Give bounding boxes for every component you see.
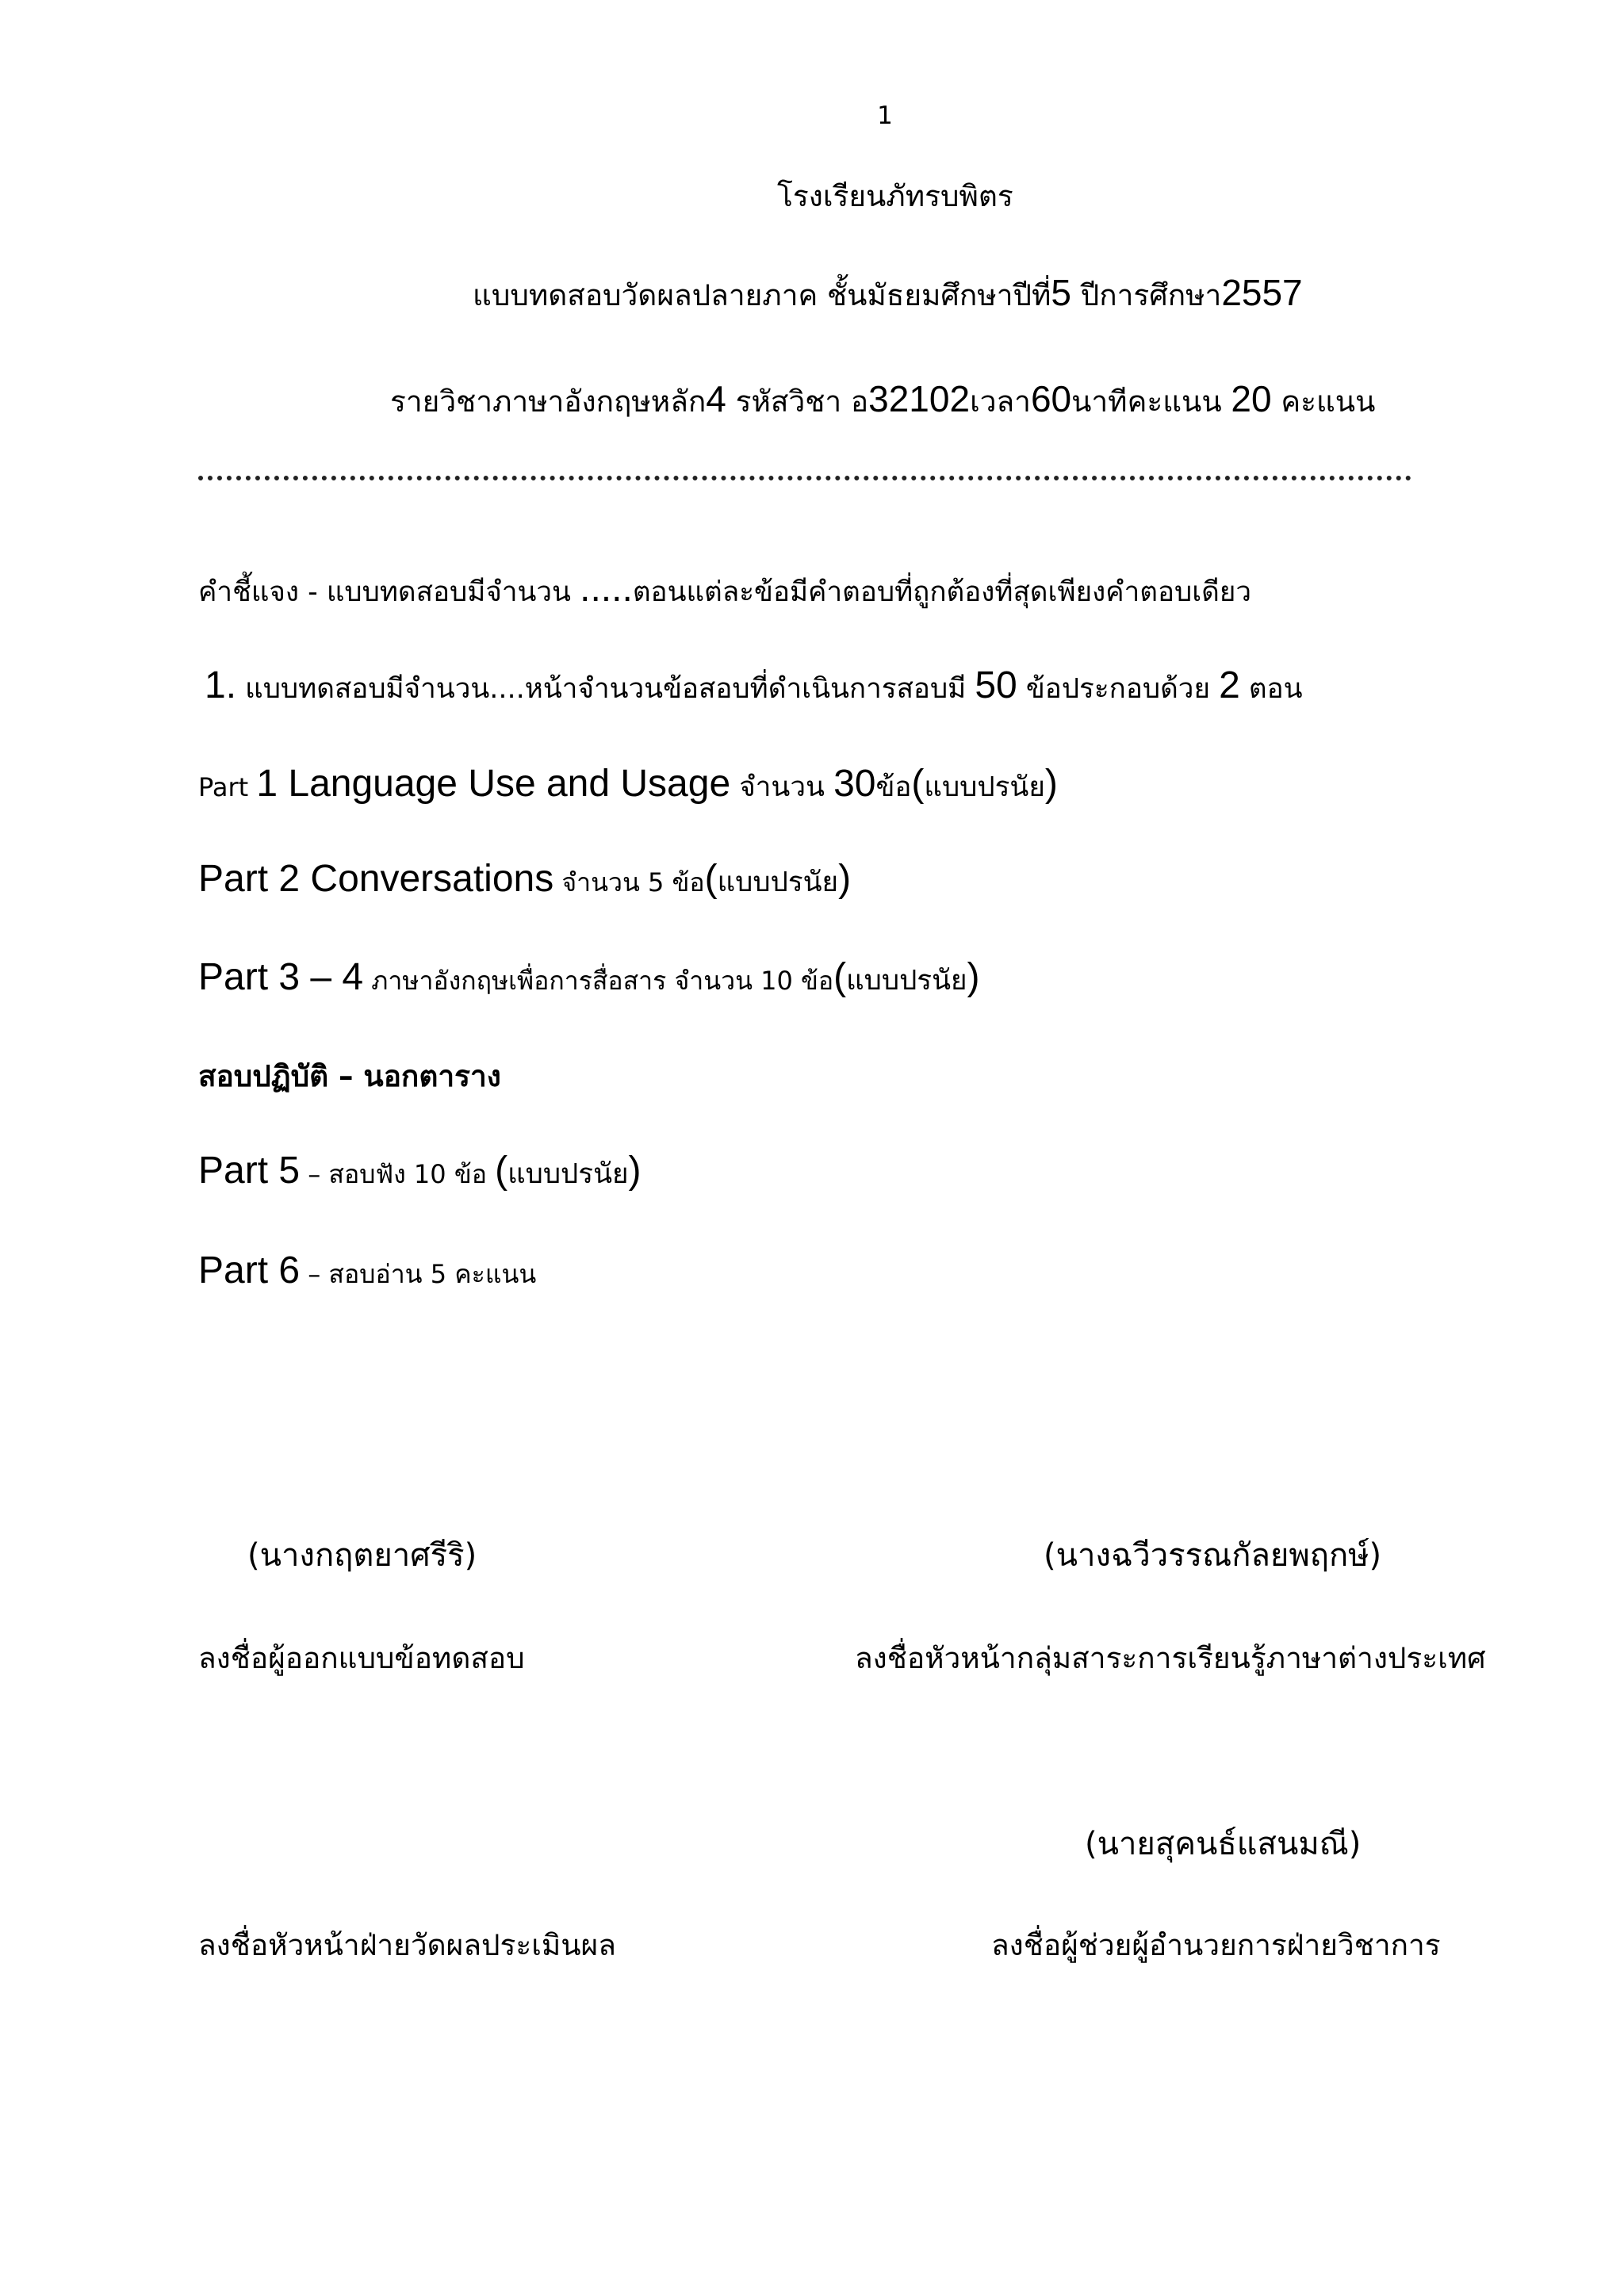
practical-exam-heading: สอบปฏิบัติ – นอกตาราง [198,1059,501,1093]
part-1-count: 30 [833,763,876,805]
signature-role-assistant-director: ลงชื่อผู้ช่วยผู้อำนวยการฝ่ายวิชาการ [991,1928,1441,1962]
part-2-paren-close: ) [838,858,852,900]
subject-text-4: นาทีคะแนน [1071,385,1231,419]
part-1-text-2: ข้อ [875,771,912,803]
part-1-label-small: Part [198,772,257,802]
signature-name-designer: (นางกฤตยาศรีริ) [247,1537,477,1574]
instruction-dots: ..... [580,568,633,610]
part-1-paren-open: ( [911,763,925,805]
part-6-line [198,1248,536,1294]
part-3-paren-open: ( [833,956,847,998]
item-1-text-3: ตอน [1239,673,1303,705]
part-5-paren-open: ( [495,1150,508,1192]
part-5-kind: แบบปรนัย [508,1158,629,1190]
part-3-kind: แบบปรนัย [846,965,967,997]
page-number: 1 [877,101,893,130]
part-1-text-1: จำนวน [730,771,834,803]
exam-grade: 5 [1051,272,1071,313]
instruction-text-2: ตอนแต่ละข้อมีคำตอบที่ถูกต้องที่สุดเพียงคำตอบเดียว [632,576,1252,608]
instruction-text-1: คำชี้แจง - แบบทดสอบมีจำนวน [198,576,580,608]
exam-year: 2557 [1221,272,1303,313]
part-3-paren-close: ) [967,956,980,998]
subject-text-1: รายวิชาภาษาอังกฤษหลัก [390,385,707,419]
part-5-paren-close: ) [628,1150,642,1192]
part-1-title: 1 Language Use and Usage [256,763,731,805]
part-2-kind: แบบปรนัย [717,867,839,898]
subject-text-2: รหัสวิชา อ [726,385,869,419]
item-1-text-1: แบบทดสอบมีจำนวน....หน้าจำนวนข้อสอบที่ดำเนินการสอบมี [236,673,975,705]
subject-line [390,377,1375,421]
part-2-paren-open: ( [704,858,718,900]
subject-level: 4 [706,378,726,419]
instruction-line [198,566,1251,612]
part-1-kind: แบบปรนัย [924,771,1045,803]
part-5-line [198,1148,642,1194]
part-5-title: Part 5 [198,1150,301,1192]
item-1-text-2: ข้อประกอบด้วย [1017,673,1220,705]
item-1-count: 50 [975,664,1017,706]
part-2-line [198,856,851,902]
subject-code: 32102 [868,378,971,419]
part-3-text: ภาษาอังกฤษเพื่อการสื่อสาร จำนวน 10 ข้อ [363,966,834,996]
part-5-text: – สอบฟัง 10 ข้อ [300,1159,496,1189]
part-2-title: Part 2 Conversations [198,858,554,900]
part-6-title: Part 6 [198,1249,301,1292]
school-name: โรงเรียนภัทรบพิตร [777,179,1013,213]
subject-minutes: 60 [1030,378,1072,419]
signature-name-assistant-director: (นายสุคนธ์แสนมณี) [1085,1826,1362,1862]
exam-title [473,271,1303,315]
signature-role-designer: ลงชื่อผู้ออกแบบข้อทดสอบ [198,1641,525,1675]
item-1-parts: 2 [1219,664,1240,706]
subject-text-3: เวลา [970,385,1031,419]
part-1-paren-close: ) [1044,763,1058,805]
item-1 [205,663,1303,709]
part-6-text: – สอบอ่าน 5 คะแนน [300,1259,537,1289]
exam-title-prefix: แบบทดสอบวัดผลปลายภาค ชั้นมัธยมศึกษาปีที่ [473,278,1051,312]
signature-name-dept-head: (นางฉวีวรรณกัลยพฤกษ์) [1044,1537,1382,1574]
exam-title-mid: ปีการศึกษา [1071,278,1222,312]
part-3-line [198,955,980,1001]
signature-role-dept-head: ลงชื่อหัวหน้ากลุ่มสาระการเรียนรู้ภาษาต่างประเทศ [855,1641,1486,1675]
part-2-text: จำนวน 5 ข้อ [553,867,705,897]
signature-role-assessment-head: ลงชื่อหัวหน้าฝ่ายวัดผลประเมินผล [198,1928,616,1962]
dotted-divider [198,476,1411,480]
subject-text-5: คะแนน [1271,385,1376,419]
item-1-number: 1. [205,664,237,706]
part-3-title: Part 3 – 4 [198,956,364,998]
part-1-line [198,761,1058,807]
subject-score: 20 [1231,378,1272,419]
